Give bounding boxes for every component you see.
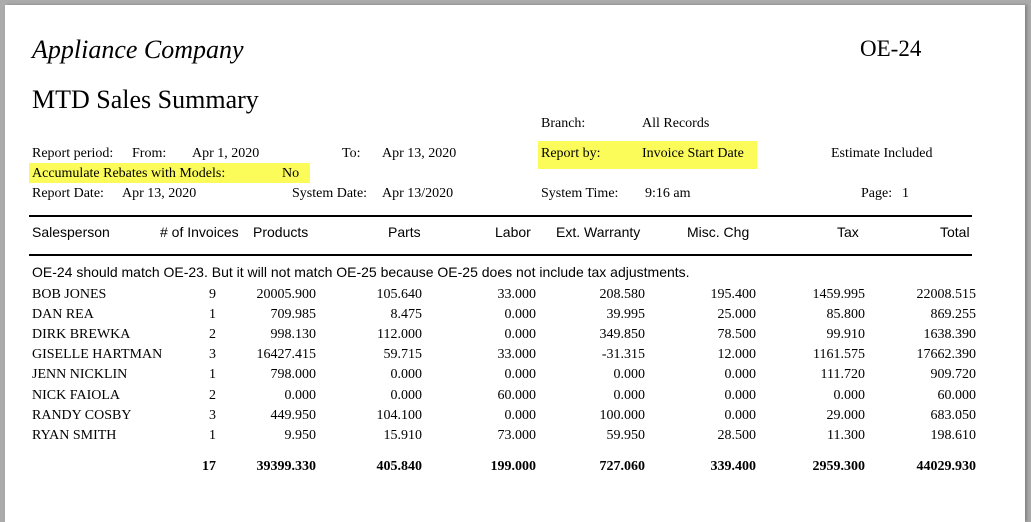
branch-value: All Records	[642, 116, 710, 131]
table-row	[5, 388, 1025, 408]
cell-labor: 0.000	[504, 407, 536, 423]
cell-products: 9.950	[284, 427, 316, 443]
cell-tax: 99.910	[826, 327, 865, 343]
cell-products: 20005.900	[256, 287, 316, 302]
cell-warranty: 0.000	[613, 387, 645, 403]
to-label: To:	[342, 146, 361, 161]
cell-total: 1638.390	[923, 327, 976, 343]
col-warranty: Ext. Warranty	[556, 224, 641, 240]
cell-parts: 0.000	[390, 387, 422, 403]
cell-total: 198.610	[930, 427, 976, 443]
cell-total: 869.255	[930, 307, 976, 323]
cell-warranty: 208.580	[599, 287, 645, 302]
cell-tax: 85.800	[826, 307, 865, 323]
cell-parts: 8.475	[390, 307, 422, 323]
cell-warranty: 59.950	[606, 427, 645, 443]
table-row	[5, 327, 1025, 347]
col-invoices: # of Invoices	[160, 224, 239, 240]
cell-invoices: 1	[209, 367, 216, 383]
cell-products: 0.000	[284, 387, 316, 403]
col-salesperson: Salesperson	[32, 224, 110, 240]
table-row	[5, 287, 1025, 307]
cell-labor: 33.000	[497, 287, 536, 302]
totals-row	[5, 459, 1025, 479]
salesperson-name: GISELLE HARTMAN	[32, 347, 163, 363]
branch-label: Branch:	[541, 116, 586, 131]
cell-warranty: 0.000	[613, 367, 645, 383]
estimate-note: Estimate Included	[831, 146, 933, 161]
report-note: OE-24 should match OE-23. But it will not match OE-25 because OE-25 does not include tax adjustments.	[32, 264, 690, 280]
cell-products: 449.950	[270, 407, 316, 423]
cell-labor: 33.000	[497, 347, 536, 363]
salesperson-name: BOB JONES	[32, 287, 107, 302]
report-code: OE-24	[860, 36, 922, 61]
col-products: Products	[253, 224, 309, 240]
cell-parts: 105.640	[376, 287, 422, 302]
rebates-label: Accumulate Rebates with Models:	[32, 166, 226, 181]
rebates-value: No	[282, 166, 300, 181]
cell-tax: 29.000	[826, 407, 865, 423]
cell-invoices: 1	[209, 427, 216, 443]
cell-misc: 25.000	[717, 307, 756, 323]
salesperson-name: NICK FAIOLA	[32, 387, 121, 403]
salesperson-name: DIRK BREWKA	[32, 327, 131, 343]
cell-warranty: -31.315	[601, 347, 645, 363]
cell-warranty: 349.850	[599, 327, 645, 343]
cell-misc: 0.000	[724, 367, 756, 383]
cell-misc: 12.000	[717, 347, 756, 363]
cell-parts: 104.100	[376, 407, 422, 423]
cell-products: 39399.330	[256, 459, 316, 474]
cell-labor: 0.000	[504, 327, 536, 343]
salesperson-name: DAN REA	[32, 307, 94, 323]
col-parts: Parts	[388, 224, 421, 240]
from-value: Apr 1, 2020	[192, 146, 260, 161]
salesperson-name: RYAN SMITH	[32, 427, 117, 443]
cell-total: 17662.390	[916, 347, 976, 363]
col-misc: Misc. Chg	[687, 224, 750, 240]
cell-total: 683.050	[930, 407, 976, 423]
table-row	[5, 307, 1025, 327]
report-date-label: Report Date:	[32, 186, 104, 201]
period-label: Report period:	[32, 146, 114, 161]
report-page	[5, 5, 1025, 522]
cell-invoices: 9	[209, 287, 216, 302]
header-rule-bottom	[29, 254, 972, 256]
report-by-value: Invoice Start Date	[642, 146, 744, 161]
cell-labor: 0.000	[504, 367, 536, 383]
cell-labor: 0.000	[504, 307, 536, 323]
cell-tax: 11.300	[827, 427, 865, 443]
cell-tax: 1459.995	[812, 287, 865, 302]
cell-total: 909.720	[930, 367, 976, 383]
cell-parts: 0.000	[390, 367, 422, 383]
cell-misc: 0.000	[724, 387, 756, 403]
company-name: Appliance Company	[32, 35, 244, 64]
to-value: Apr 13, 2020	[382, 146, 457, 161]
cell-parts: 405.840	[376, 459, 422, 474]
cell-misc: 0.000	[724, 407, 756, 423]
salesperson-name: RANDY COSBY	[32, 407, 132, 423]
cell-tax: 111.720	[820, 367, 865, 383]
page-label: Page:	[861, 186, 893, 201]
cell-warranty: 727.060	[599, 459, 645, 474]
cell-products: 998.130	[270, 327, 316, 343]
cell-products: 798.000	[270, 367, 316, 383]
salesperson-name: JENN NICKLIN	[32, 367, 128, 383]
cell-labor: 60.000	[497, 387, 536, 403]
col-labor: Labor	[495, 224, 531, 240]
cell-tax: 1161.575	[813, 347, 865, 363]
system-date-value: Apr 13/2020	[382, 186, 454, 201]
report-by-label: Report by:	[541, 146, 601, 161]
cell-warranty: 100.000	[599, 407, 645, 423]
cell-total: 44029.930	[916, 459, 976, 474]
col-tax: Tax	[837, 224, 859, 240]
cell-misc: 339.400	[710, 459, 756, 474]
cell-total: 22008.515	[916, 287, 976, 302]
system-date-label: System Date:	[292, 186, 368, 201]
cell-invoices: 3	[209, 407, 216, 423]
cell-products: 709.985	[270, 307, 316, 323]
cell-invoices: 3	[209, 347, 216, 363]
table-row	[5, 408, 1025, 428]
system-time-value: 9:16 am	[645, 186, 691, 201]
report-title: MTD Sales Summary	[32, 85, 259, 114]
cell-total: 60.000	[937, 387, 976, 403]
cell-invoices: 17	[202, 459, 216, 474]
cell-parts: 112.000	[377, 327, 422, 343]
cell-invoices: 2	[209, 327, 216, 343]
cell-misc: 78.500	[717, 327, 756, 343]
cell-invoices: 1	[209, 307, 216, 323]
system-time-label: System Time:	[541, 186, 619, 201]
cell-misc: 28.500	[717, 427, 756, 443]
header-rule-top	[29, 215, 972, 217]
cell-products: 16427.415	[256, 347, 316, 363]
col-total: Total	[940, 224, 970, 240]
cell-invoices: 2	[209, 387, 216, 403]
page-number: 1	[902, 186, 909, 201]
report-date-value: Apr 13, 2020	[122, 186, 197, 201]
cell-tax: 0.000	[833, 387, 865, 403]
cell-parts: 59.715	[383, 347, 422, 363]
cell-labor: 73.000	[497, 427, 536, 443]
table-row	[5, 347, 1025, 367]
cell-tax: 2959.300	[812, 459, 865, 474]
table-row	[5, 428, 1025, 448]
cell-parts: 15.910	[383, 427, 422, 443]
cell-misc: 195.400	[710, 287, 756, 302]
cell-labor: 199.000	[490, 459, 536, 474]
cell-warranty: 39.995	[606, 307, 645, 323]
table-row	[5, 367, 1025, 387]
from-label: From:	[132, 146, 167, 161]
